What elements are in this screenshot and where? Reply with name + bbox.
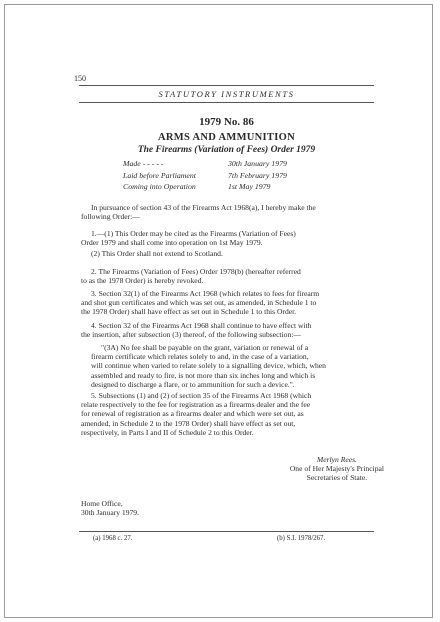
paragraph-2 (81, 267, 379, 285)
text-line: to as the 1978 Order) is hereby revoked. (81, 276, 204, 286)
paragraph-1 (81, 229, 379, 247)
header-rule-bottom (79, 102, 374, 103)
signatory-name: Merlyn Rees. (316, 455, 357, 464)
date-label: Made - - - - - (123, 159, 164, 168)
text-line: (2) This Order shall not extend to Scotland. (91, 249, 223, 258)
date-row-laid (123, 171, 323, 183)
paragraph-5 (81, 391, 379, 437)
text-line: amended, in Schedule 2 to the 1978 Order) shall have effect as set out, (81, 418, 296, 428)
text-line: the 1978 Order) shall have effect as set out in Schedule 1 to this Order. (81, 307, 297, 317)
text-line: designed to discharge a flare, or to ammunition for such a device.". (91, 379, 295, 389)
page-number: 150 (74, 74, 86, 83)
paragraph-4 (81, 321, 379, 339)
dates-block (123, 159, 323, 194)
signatory-title: Secretaries of State. (306, 473, 368, 483)
date-value: 7th February 1979 (228, 170, 287, 180)
text-line: "(3A) No fee shall be payable on the grant, variation or renewal of a (101, 343, 309, 352)
date-label: Laid before Parliament (123, 170, 196, 180)
paragraph-3 (81, 289, 379, 317)
subject-heading: ARMS AND AMMUNITION (158, 132, 295, 143)
quoted-subsection (81, 343, 379, 389)
signature-block (290, 455, 384, 483)
office-place: Home Office, (81, 499, 123, 508)
footnote-rule (79, 531, 374, 532)
text-line: firearm certificate which relates solely to and, in the case of a variation, (91, 352, 309, 362)
date-row-made (123, 159, 323, 171)
text-line: relate respectively to the fee for registration as a firearms dealer and the fee (81, 400, 311, 410)
signatory-title: One of Her Majesty's Principal (289, 464, 384, 474)
text-line: Order 1979 and shall come into operation on 1st May 1979. (81, 238, 263, 248)
office-date: 30th January 1979. (81, 508, 139, 518)
text-line: 4. Section 32 of the Firearms Act 1968 shall continue to have effect with (91, 321, 312, 330)
date-value: 1st May 1979 (228, 182, 271, 191)
office-block (81, 499, 139, 517)
text-line: and shot gun certificates and which was set out, as amended, in Schedule 1 to (81, 298, 317, 308)
order-title: The Firearms (Variation of Fees) Order 1979 (137, 145, 316, 155)
paragraph-1-2 (81, 249, 379, 258)
text-line: respectively, in Parts I and II of Schedule 2 to this Order. (81, 427, 254, 437)
text-line: following Order:— (81, 212, 140, 222)
date-value: 30th January 1979 (228, 159, 287, 168)
text-line: 1.—(1) This Order may be cited as the Firearms (Variation of Fees) (91, 229, 296, 238)
text-line: 2. The Firearms (Variation of Fees) Order 1978(b) (hereafter referred (91, 267, 301, 276)
text-line: assembled and ready to fire, is not more than six inches long and which is (91, 370, 316, 380)
text-line: In pursuance of section 43 of the Firearms Act 1968(a), I hereby make the (91, 203, 316, 212)
date-label: Coming into Operation (123, 182, 196, 191)
text-line: 5. Subsections (1) and (2) of section 35 of the Firearms Act 1968 (which (91, 391, 312, 400)
date-row-operation (123, 182, 323, 194)
document-page (4, 4, 433, 618)
si-number: 1979 No. 86 (199, 116, 254, 128)
preamble (81, 203, 379, 221)
header-rule-top (79, 85, 374, 86)
text-line: for renewal of registration as a firearms dealer and which were set out, as (81, 409, 304, 419)
footnote-a: (a) 1968 c. 27. (93, 535, 133, 542)
text-line: will continue when varied to relate solely to a signalling device, which, when (91, 361, 326, 371)
text-line: 3. Section 32(1) of the Firearms Act 1968 (which relates to fees for firearm (91, 289, 320, 298)
running-head: STATUTORY INSTRUMENTS (158, 89, 295, 99)
footnote-b: (b) S.I. 1978/267. (277, 535, 326, 542)
text-line: the insertion, after subsection (3) thereof, of the following subsection:— (81, 330, 301, 340)
